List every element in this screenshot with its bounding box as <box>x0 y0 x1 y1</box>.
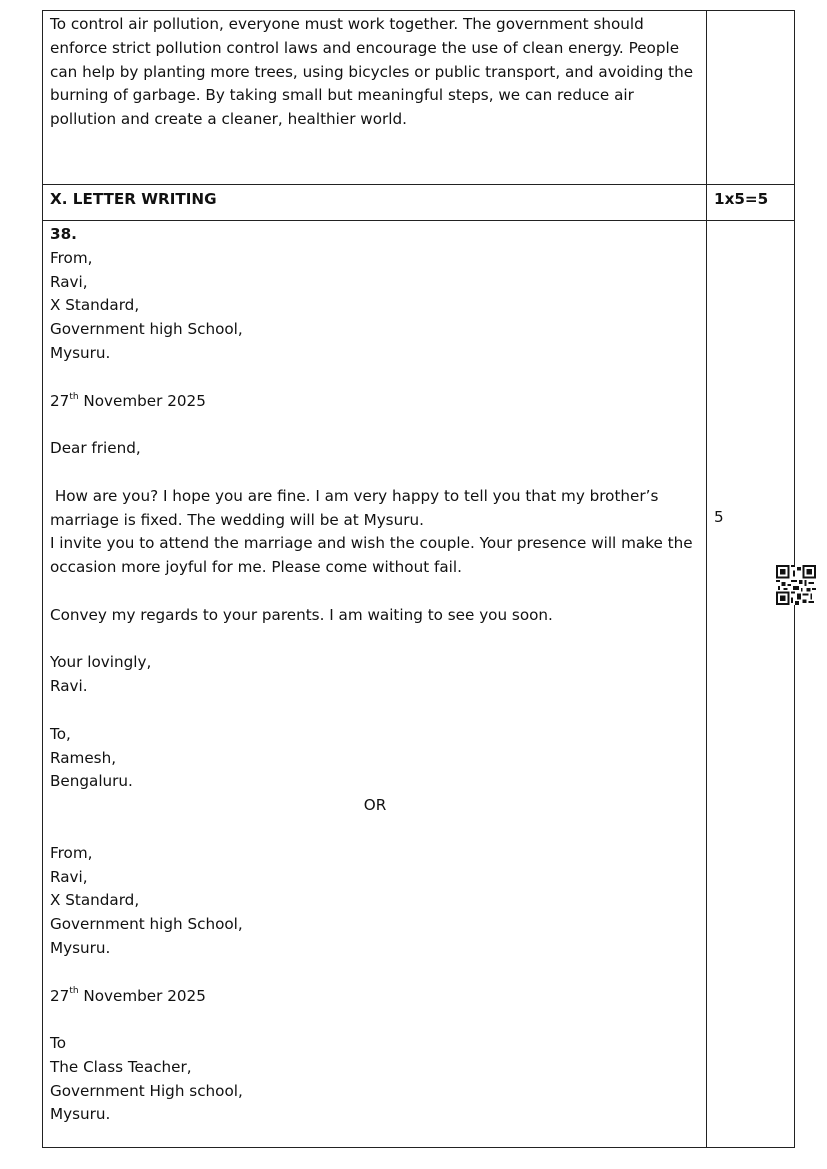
letter2-from-line: X Standard, <box>50 891 140 910</box>
letter2-to-line: Government High school, <box>50 1081 243 1100</box>
letter1-date-day: 27 <box>50 391 70 410</box>
letter2-to-line: The Class Teacher, <box>50 1057 192 1076</box>
answer-table <box>42 10 795 1148</box>
question-number: 38. <box>50 225 77 243</box>
letter1-body-2: I invite you to attend the marriage and wish the couple. Your presence will make the occasion more joyful for me. Please come without fail. <box>50 534 693 577</box>
intro-paragraph: To control air pollution, everyone must work together. The government should enforce strict pollution control laws and encourage the use of clean energy. People can help by planting more trees, using bicycles or public transport, and avoiding the burning of garbage. By taking small but meaningful steps, we can reduce air pollution and create a cleaner, healthier world. <box>50 15 694 129</box>
letter1-to-line: Bengaluru. <box>50 772 133 791</box>
cell-letter <box>43 221 707 1148</box>
row-intro <box>43 11 795 185</box>
answer-sheet <box>42 10 794 1148</box>
letter1-from-line: Mysuru. <box>50 343 111 362</box>
letter2-from-line: Government high School, <box>50 915 243 934</box>
row-question-38 <box>43 221 795 1148</box>
letter1-date-rest: November 2025 <box>78 391 206 410</box>
cell-question-marks <box>707 221 795 1148</box>
cell-section-marks <box>707 185 795 221</box>
letter1-closing: Your lovingly, <box>50 653 152 672</box>
letter2-date-rest: November 2025 <box>78 986 206 1005</box>
qr-code-icon <box>776 565 816 605</box>
letter1-date <box>50 390 700 414</box>
letter2-from-line: Mysuru. <box>50 938 111 957</box>
or-separator: OR <box>363 796 387 815</box>
section-marks: 1x5=5 <box>714 190 769 208</box>
letter1-salutation: Dear friend, <box>50 439 141 458</box>
letter1-body-3: Convey my regards to your parents. I am waiting to see you soon. <box>50 605 553 624</box>
letter1-from-line: Ravi, <box>50 272 88 291</box>
letter1-from-label: From, <box>50 248 93 267</box>
letter1-to-line: Ramesh, <box>50 748 117 767</box>
cell-intro-marks <box>707 11 795 185</box>
letter2-to-line: Mysuru. <box>50 1105 111 1124</box>
letter1-from-line: X Standard, <box>50 296 140 315</box>
letter2-to-label: To <box>50 1034 66 1053</box>
section-title: X. LETTER WRITING <box>50 190 217 208</box>
letter2-date <box>50 985 700 1009</box>
letter1-body-1: How are you? I hope you are fine. I am very happy to tell you that my brother’s marriage is fixed. The wedding will be at Mysuru. <box>50 486 664 529</box>
cell-intro <box>43 11 707 185</box>
letter2-from-line: Ravi, <box>50 867 88 886</box>
letter1-signature: Ravi. <box>50 677 88 696</box>
letter1-to-label: To, <box>50 724 71 743</box>
row-section <box>43 185 795 221</box>
letter2-date-suffix: th <box>69 986 79 997</box>
letter2-date-day: 27 <box>50 986 70 1005</box>
cell-section-title <box>43 185 707 221</box>
letter2-from-label: From, <box>50 843 93 862</box>
letter1-date-suffix: th <box>69 391 79 402</box>
question-marks: 5 <box>714 508 724 526</box>
letter1-from-line: Government high School, <box>50 320 243 339</box>
